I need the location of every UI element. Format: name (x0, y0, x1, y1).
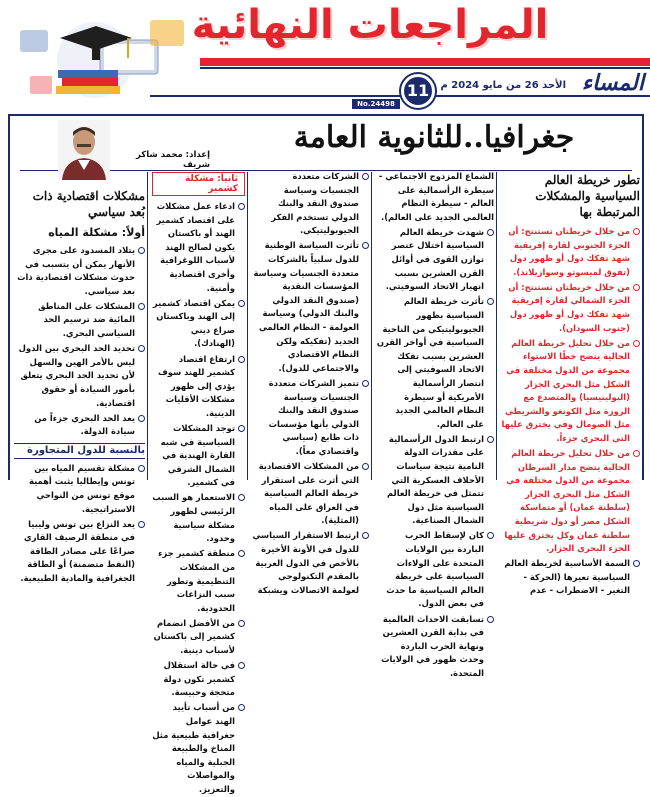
bullet-icon (238, 356, 245, 363)
page-header (0, 0, 650, 112)
banner-stripe-thin (200, 67, 650, 69)
column-2 (376, 170, 494, 678)
bullet-icon (238, 203, 245, 210)
column-3 (252, 170, 369, 595)
list-item (376, 295, 494, 431)
list-item-text: يعد الحد البحري جزءاً من سيادة الدولة. (34, 412, 135, 437)
list-item (376, 613, 494, 681)
column-divider (496, 172, 497, 480)
bullet-icon (238, 662, 245, 669)
list-item-text: يمكن اقتصاد كشمير إلى الهند وباكستان صراع ديني (الهنادك). (152, 297, 235, 349)
issue-date: الأحد 26 من مايو 2024 م (440, 80, 566, 91)
bullet-icon (238, 704, 245, 711)
bullet-icon (238, 300, 245, 307)
list-item-text: الشماع المزدوج الاجتماعي - سيطرة الرأسمالية على العالم - سيطرة النظام العالمي الجديد على العالم). (378, 171, 494, 222)
list-item-text: من أسباب تأييد الهند عوامل جغرافية طبيعية مثل المناخ والطبيعة الجبلية والمياه والمواصلات والتعزيز. (152, 702, 235, 794)
bullet-icon (138, 415, 145, 422)
list-item-text: تحديد الحد البحري بين الدول ليس بالأمر الهين والسهل لأن تحديد الحد البحري يتعلق بأمور السيادة أو حقوق اقتصادية. (18, 343, 135, 408)
list-item (376, 433, 494, 528)
banner-stripe (200, 58, 650, 66)
issue-number: No.24498 (352, 99, 400, 109)
list-item-text: من الأفضل انضمام كشمير إلى باكستان لأسباب دينية. (153, 617, 235, 655)
list-item-text: ارتبط الاستقرار السياسي للدول في الأونة الأخيرة بالأخص في الدول العربية بالمقدم التكنولوجي لعولمة الاتصالات ويشبكة (252, 530, 359, 595)
page-number-badge: 11 (401, 74, 435, 108)
bullet-icon (238, 494, 245, 501)
kashmir-section-title: ثانياً: مشكلة كشمير (152, 172, 245, 196)
col5-list (14, 244, 145, 439)
column-4 (152, 170, 245, 794)
col3-list (252, 170, 369, 597)
col2-list (376, 170, 494, 680)
banner-title: المراجعات النهائية (191, 2, 549, 48)
bullet-icon (633, 228, 640, 235)
list-item-text: المشكلات على المناطق المائية ضد ترسيم الحد السياسي البحري. (38, 300, 135, 339)
bullet-icon (487, 436, 494, 443)
list-item (152, 701, 245, 796)
list-item (152, 200, 245, 295)
bullet-icon (138, 247, 145, 254)
list-item-text: من خلال خريطتان تستنتج: أن الجزء الجنوبي لقارة إفريقية شهد تفكك دول أو ظهور دول (تفوق لميسوتو وسوازيلاند). (508, 226, 630, 277)
bullet-icon (362, 173, 369, 180)
list-item-text: شهدت خريطة العالم السياسية اختلال عنصر توازن القوى في أوائل القرن العشرين بسبب انهيار الاتحاد السوفيتي. (385, 226, 484, 292)
bullet-icon (487, 229, 494, 236)
list-item (14, 244, 145, 298)
list-item-text: السمة الأساسية لخريطة العالم السياسية تعيرها (الحركة - التغير - الاضطراب - عدم (504, 558, 630, 596)
list-item-text: تأثرت خريطة العالم السياسية بظهور الجيوبوليتيكي من الناحية السياسية في أواخر القرن العشرين بسبب تفكك الاتحاد السوفيتي إلى انتصار الرأسمالية الأمريكية أو سيطرة النظام العالمي الجديد على العالم. (376, 296, 484, 429)
list-item-text: من خلال خريطتان تستنتج: أن الجزء الشمالي لقارة إفريقية شهد تفكك دول أو ظهور دول (جنوب السودان). (508, 281, 630, 333)
list-item (14, 342, 145, 410)
bullet-icon (633, 560, 640, 567)
newspaper-logo: المساء (581, 70, 644, 96)
bullet-icon (487, 298, 494, 305)
bullet-icon (362, 380, 369, 387)
list-item (252, 170, 369, 238)
bullet-icon (633, 450, 640, 457)
list-item (14, 412, 145, 439)
list-item (500, 225, 640, 279)
list-item-text: من المشكلات الاقتصادية التي أثرت على استقرار خريطة العالم السياسية في العراق على المياه (المثلية). (258, 460, 359, 526)
col4-list (152, 200, 245, 797)
list-item (376, 529, 494, 611)
list-item (500, 447, 640, 556)
list-item-text: يتلاد المسدود على مجرى الأنهار يمكن أن يتسبب في حدوث مشكلات اقتصادية ذات بعد سياسي. (17, 245, 135, 296)
list-item-text: ارتبط الدول الرأسمالية على مقدرات الدولة النامية نتيجة سياسات الأحلاف العسكرية التي تتمثل في خريطة العالم السياسية مثل دول الشمال الصناعية. (386, 433, 484, 526)
list-item (252, 377, 369, 459)
list-item (14, 462, 145, 516)
list-item-text: كان لإسقاط الحرب الباردة بين الولايات المتحدة على الولاءات السياسية على خريطة العالم السياسية ما حدث في بعض الدول. (386, 530, 484, 609)
col5-subheading: أولاً: مشكلة المياه (48, 226, 145, 239)
list-item-text: مشكلة تقسيم المياه بين تونس وإيطاليا يثبت أهمية موقع تونس من النواحي الاستراتيجية. (29, 462, 135, 514)
list-item (500, 337, 640, 446)
list-item (152, 659, 245, 700)
list-item-text: تسابقت الاحداث العالمية في بداية القرن العشرين ونهاية الحرب الباردة وحدث ظهور في الولايات المتحدة. (381, 613, 484, 678)
list-item-text: يعد النزاع بين تونس وليبيا في منطقة الرصيف القاري صراعًا على مصادر الطاقة (النفط متضمنة) أو الطاقة الجغرافية والمادية الطبيعية. (20, 518, 135, 584)
list-item-text: ارتفاع اقتصاد كشمير للهند سوف يؤدي إلى ظهور مشكلات الأقليات الدينية. (157, 353, 235, 418)
list-item (152, 617, 245, 658)
list-item-text: توجد المشكلات السياسية في شبه القارة الهندية في الشمال الشرقي في كشمير. (160, 423, 235, 488)
list-item (152, 297, 245, 351)
list-item-text: في حالة استقلال كشمير تكون دولة متحجة وحبيسة. (163, 660, 235, 698)
list-item (376, 226, 494, 294)
bullet-icon (238, 620, 245, 627)
bullet-icon (633, 284, 640, 291)
bullet-icon (138, 303, 145, 310)
list-item (14, 518, 145, 586)
author-photo (58, 120, 110, 180)
list-item (152, 353, 245, 421)
list-item-text: من خلال تحليل خريطة العالم الحالية يتضح مدار السرطان مجموعة من الدول مختلفة في الشكل مثل البحري الجزار (سلطنة عمان) أو متماسكة الشكل مصر أو دول شريطية سلطنة عمان وكل يخترق عليها الجزء البحري الجزار. (504, 448, 630, 554)
bullet-icon (633, 340, 640, 347)
bullet-icon (238, 425, 245, 432)
column-divider (247, 172, 248, 480)
bullet-icon (138, 521, 145, 528)
list-item-text: منطقة كشمير جزء من المشكلات التنظيمية وتطور سبب النزاعات الحدودية. (158, 548, 235, 613)
list-item (252, 529, 369, 597)
bullet-icon (238, 550, 245, 557)
list-item (500, 281, 640, 335)
list-item-text: تأثرت السياسة الوطنية للدول سلبياً بالشركات متعددة الجنسيات وسياسة المؤسسات النقدية (صندوق النقد الدولي والبنك الدولي) وسياسة العولمة - النظام العالمي الجديد (تفكيكه ولكن النظام الاقتصادي والاجتماعي للدول). (253, 240, 359, 373)
list-item (252, 460, 369, 528)
bullet-icon (362, 463, 369, 470)
list-item-text: ادعاء عمل مشكلات على اقتصاد كشمير الهند أو باكستان يكون لصالح الهند لأسباب اللوغرافية وأخرى اقتصادية وأمنية. (156, 201, 235, 293)
col5-list-2 (14, 462, 145, 586)
bullet-icon (362, 532, 369, 539)
list-item (252, 239, 369, 375)
col1-list (500, 225, 640, 598)
bullet-icon (487, 532, 494, 539)
list-item (376, 170, 494, 224)
bullet-icon (487, 616, 494, 623)
list-item (500, 557, 640, 598)
bullet-icon (362, 242, 369, 249)
list-item-text: من خلال تحليل خريطة العالم الحالية يتضح خطًا الاستواء مجموعة من الدول مختلفة في الشكل مثل البحري الجزار (البولينيسيا) والمتصدع مع الروزة مثل الكونغو والشريطي مثل الصومال وفي يخترق عليها التي البحري جزءاً. (501, 337, 630, 443)
bullet-icon (138, 465, 145, 472)
list-item-text: الشركات متعددة الجنسيات وسياسة صندوق النقد والبنك الدولي تستخدم الفكر الجيوبوليتيكي. (271, 171, 359, 236)
column-1 (500, 170, 640, 596)
list-item (152, 547, 245, 615)
list-item (14, 300, 145, 341)
neighbor-states-title: بالنسبة للدول المتجاورة (14, 443, 145, 459)
article-title: جغرافيا..للثانوية العامة (293, 120, 575, 155)
column-divider (147, 172, 148, 480)
column-divider (371, 172, 372, 480)
bullet-icon (138, 345, 145, 352)
col1-heading: تطور خريطة العالم السياسية والمشكلات المرتبطة بها (535, 173, 640, 219)
list-item (152, 491, 245, 545)
list-item-text: الاستعمار هو السبب الرئيسي لظهور مشكلة سياسية وحدود. (152, 492, 235, 544)
column-5 (14, 186, 145, 584)
col5-heading: مشكلات اقتصادية ذات بُعد سياسي (32, 189, 145, 219)
list-item-text: تتميز الشركات متعددة الجنسيات وسياسة صندوق النقد والبنك الدولي بأنها مؤسسات ذات طابع (سياسي واقتصادي معاً). (268, 377, 359, 456)
author-credit: إعداد: محمد شاكر شريف (135, 150, 210, 170)
list-item (152, 422, 245, 490)
